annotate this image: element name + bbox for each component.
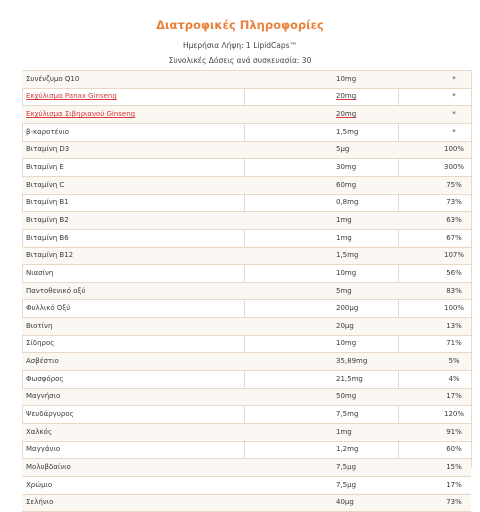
- nutrient-name: Βιοτίνη: [26, 321, 53, 330]
- nutrient-rdi: 300%: [443, 163, 464, 172]
- table-row: [22, 423, 471, 441]
- table-row-separator: [22, 123, 471, 124]
- table-row: [22, 193, 471, 211]
- nutrient-rdi: 73%: [446, 498, 462, 507]
- nutrient-name: Ψευδάργυρος: [26, 409, 74, 418]
- table-row-separator: [22, 476, 471, 477]
- nutrient-amount: 20mg: [336, 92, 357, 101]
- nutrient-name: Ασβέστιο: [26, 357, 59, 366]
- nutrient-name: Μαγγάνιο: [26, 445, 61, 454]
- table-row-separator: [22, 335, 471, 336]
- table-row-separator: [22, 458, 471, 459]
- nutrient-name: Βιταμίνη Β1: [26, 198, 69, 207]
- nutrient-rdi: 56%: [446, 268, 462, 277]
- nutrient-name: Συνένζυμο Q10: [26, 74, 80, 83]
- nutrient-amount: 50mg: [336, 392, 357, 401]
- table-row-separator: [22, 282, 471, 283]
- nutrient-amount: 1mg: [336, 427, 352, 436]
- nutrient-rdi: 67%: [446, 233, 462, 242]
- nutrient-amount: 5mg: [336, 286, 352, 295]
- table-row: [22, 123, 471, 141]
- nutrient-amount: 20mg: [336, 110, 357, 119]
- table-row: [22, 141, 471, 159]
- nutrient-name: Σίδηρος: [26, 339, 55, 348]
- table-row: [22, 282, 471, 300]
- nutrient-amount: 5μg: [336, 145, 350, 154]
- nutrient-name: Φυλλικό Οξύ: [26, 304, 71, 313]
- table-row-separator: [22, 176, 471, 177]
- nutrient-name: Μαγνήσιο: [26, 392, 61, 401]
- table-row: [22, 440, 471, 458]
- table-row: [22, 493, 471, 511]
- nutrient-rdi: 73%: [446, 198, 462, 207]
- nutrient-name: Φωσφόρος: [26, 374, 64, 383]
- table-row: [22, 211, 471, 229]
- nutrient-name: Βιταμίνη C: [26, 180, 65, 189]
- table-row: [22, 88, 471, 106]
- table-row: [22, 458, 471, 476]
- table-row-separator: [22, 247, 471, 248]
- table-row-separator: [22, 317, 471, 318]
- nutrient-name: Χρώμιο: [26, 480, 53, 489]
- nutrient-rdi: 13%: [446, 321, 462, 330]
- nutrient-rdi: 91%: [446, 427, 462, 436]
- nutrient-name: Σελήνιο: [26, 498, 54, 507]
- nutrient-rdi: *: [452, 127, 456, 136]
- table-row-separator: [22, 441, 471, 442]
- nutrient-amount: 10mg: [336, 74, 357, 83]
- table-row-separator: [22, 229, 471, 230]
- table-row-separator: [22, 299, 471, 300]
- nutrient-rdi: 100%: [443, 145, 464, 154]
- table-row-separator: [22, 105, 471, 106]
- table-row-separator: [22, 370, 471, 371]
- nutrient-rdi: 5%: [448, 357, 460, 366]
- table-row-separator: [22, 70, 471, 71]
- nutrient-amount: 1,2mg: [336, 445, 359, 454]
- table-row: [22, 158, 471, 176]
- table-row: [22, 370, 471, 388]
- nutrient-amount: 1,5mg: [336, 127, 359, 136]
- nutrient-rdi: 4%: [448, 374, 460, 383]
- table-row-separator: [22, 264, 471, 265]
- nutrient-rdi: 83%: [446, 286, 462, 295]
- table-row: [22, 229, 471, 247]
- page-title: Διατροφικές Πληροφορίες: [156, 18, 324, 32]
- nutrient-rdi: 17%: [446, 392, 462, 401]
- table-row: [22, 476, 471, 494]
- nutrient-rdi: 60%: [446, 445, 462, 454]
- table-row: [22, 388, 471, 406]
- table-row: [22, 335, 471, 353]
- nutrient-name: Βιταμίνη D3: [26, 145, 70, 154]
- nutrient-rdi: 120%: [443, 409, 464, 418]
- table-row: [22, 176, 471, 194]
- nutrient-rdi: 71%: [446, 339, 462, 348]
- nutrient-name: Βιταμίνη Β2: [26, 215, 69, 224]
- table-row-separator: [22, 141, 471, 142]
- table-row: [22, 405, 471, 423]
- nutrient-rdi: *: [452, 92, 456, 101]
- table-row: [22, 317, 471, 335]
- nutrient-name: Παντοθενικό οξύ: [26, 286, 86, 295]
- nutrient-amount: 35,89mg: [336, 357, 368, 366]
- table-row-separator: [22, 405, 471, 406]
- table-row: [22, 105, 471, 123]
- nutrient-amount: 1mg: [336, 215, 352, 224]
- table-row-separator: [22, 494, 471, 495]
- nutrient-rdi: *: [452, 110, 456, 119]
- table-row-separator: [22, 194, 471, 195]
- nutrient-amount: 1mg: [336, 233, 352, 242]
- nutrient-amount: 0,8mg: [336, 198, 359, 207]
- nutrient-amount: 7,5μg: [336, 480, 357, 489]
- daily-dose-text: Ημερήσια Λήψη: 1 LipidCaps™: [182, 41, 298, 50]
- nutrient-amount: 30mg: [336, 163, 357, 172]
- nutrient-rdi: 15%: [446, 462, 462, 471]
- table-row: [22, 299, 471, 317]
- nutrient-rdi: 100%: [443, 304, 464, 313]
- nutrient-amount: 40μg: [336, 498, 354, 507]
- nutrient-name: Νιασίνη: [26, 268, 54, 277]
- table-row: [22, 70, 471, 88]
- nutrient-name: Βιταμίνη Ε: [26, 163, 64, 172]
- table-row-separator: [22, 352, 471, 353]
- nutrient-amount: 1,5mg: [336, 251, 359, 260]
- nutrient-name: Εκχύλισμα Panax Ginseng: [26, 92, 117, 101]
- nutrient-name: Χαλκός: [26, 427, 53, 436]
- nutrient-amount: 20μg: [336, 321, 354, 330]
- table-row-separator: [22, 388, 471, 389]
- table-row-separator: [22, 423, 471, 424]
- nutrient-amount: 10mg: [336, 268, 357, 277]
- nutrient-amount: 10mg: [336, 339, 357, 348]
- table-row: [22, 246, 471, 264]
- table-row: [22, 352, 471, 370]
- nutrient-rdi: *: [452, 74, 456, 83]
- nutrient-name: β-καροτένιο: [26, 127, 70, 136]
- total-doses-text: Συνολικές Δόσεις ανά συσκευασία: 30: [168, 56, 312, 65]
- table-row: [22, 264, 471, 282]
- nutrient-amount: 7,5mg: [336, 409, 359, 418]
- nutrient-amount: 7,5μg: [336, 462, 357, 471]
- nutrient-rdi: 17%: [446, 480, 462, 489]
- nutrient-amount: 60mg: [336, 180, 357, 189]
- nutrient-name: Μολυβδαίνιο: [26, 462, 71, 471]
- nutrient-rdi: 75%: [446, 180, 462, 189]
- nutrient-amount: 200μg: [336, 304, 359, 313]
- nutrient-rdi: 107%: [443, 251, 464, 260]
- nutrient-name: Βιταμίνη Β6: [26, 233, 69, 242]
- table-row-separator: [22, 158, 471, 159]
- nutrient-table: [22, 70, 471, 511]
- nutrient-name: Βιταμίνη Β12: [26, 251, 74, 260]
- table-row-separator: [22, 88, 471, 89]
- table-row-separator: [22, 211, 471, 212]
- nutrient-name: Εκχύλισμα Σιβηριανού Ginseng: [26, 110, 136, 119]
- nutrient-amount: 21,5mg: [336, 374, 363, 383]
- nutrient-rdi: 63%: [446, 215, 462, 224]
